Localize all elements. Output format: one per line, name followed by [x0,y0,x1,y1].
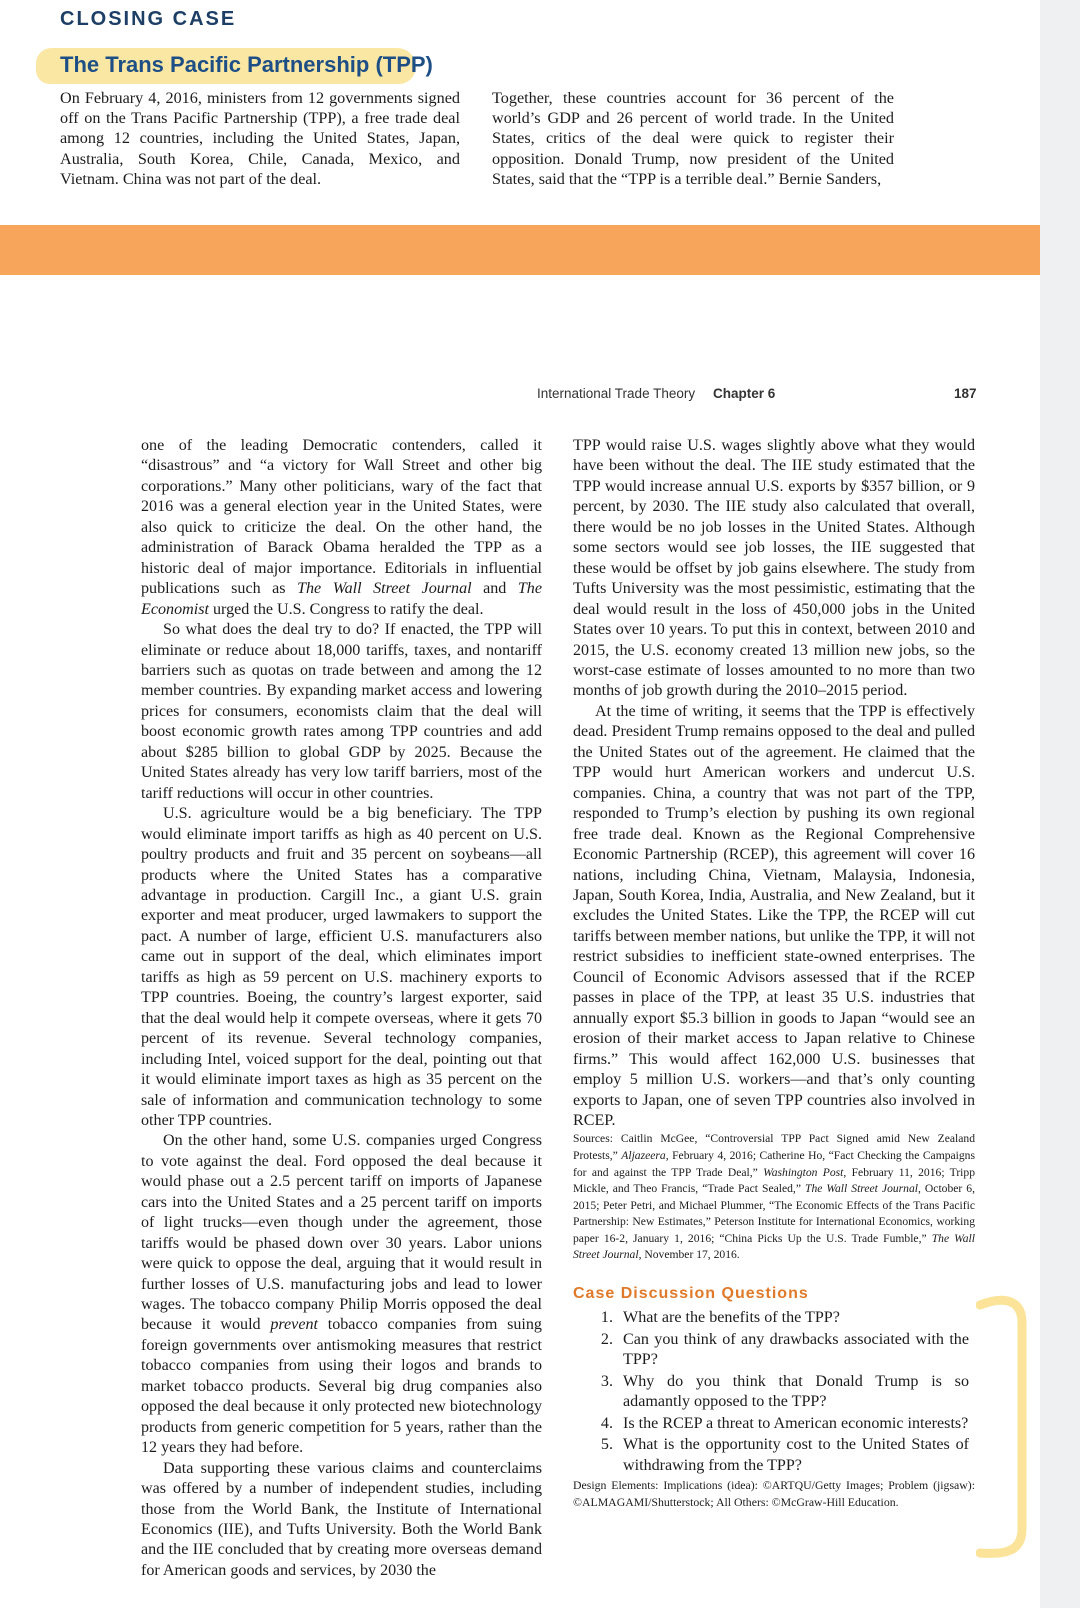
publication-title: The Wall Street Journal [297,580,472,598]
question-item: 3. Why do you think that Donald Trump is so adamantly opposed to the TPP? [600,1372,969,1411]
paragraph-5: Data supporting these various claims and counterclaims was offered by a number of independent studies, including those from the World Bank, the Institute of International Economics (IIE), and Tufts University. Both the World Bank and the IIE concluded that by creating more overseas demand for American goods and services, by 2030 the [141,1459,542,1579]
intro-right-paragraph: Together, these countries account for 36 percent of the world’s GDP and 26 percent of world trade. In the United States, critics of the deal were quick to register their opposition. Donald Trump, now president of the United States, said that the “TPP is a terrible deal.” Bernie Sanders, [492,89,894,188]
section-label: CLOSING CASE [60,8,237,30]
question-item: 2. Can you think of any drawbacks associated with the TPP? [600,1330,969,1369]
paragraph-3: U.S. agriculture would be a big beneficiary. The TPP would eliminate import tariffs as high as 40 percent on U.S. poultry products and fruit and 35 percent on soybeans—all products where the United States has a comparative advantage in production. Cargill Inc., a giant U.S. grain exporter and meat producer, urged lawmakers to support the pact. A number of large, efficient U.S. manufacturers also came out in support of the deal, which eliminates import tariffs as high as 59 percent on U.S. machinery exports to TPP countries. Boeing, the country’s largest exporter, said that the deal would help it compete overseas, where it gets 70 percent of its revenue. Several technology companies, including Intel, voiced support for the deal, pointing out that it would eliminate import taxes as high as 35 percent on the sale of information and communication technology to some other TPP countries. [141,805,542,1129]
paragraph-4: On the other hand, some U.S. companies urged Congress to vote against the deal. Ford opposed the deal because it would phase out a 2.5 percent tariff on imports of Japanese cars into the United States and a 25 percent tariff on imports of light trucks—even though under the agreement, those tariffs would be phased down over 30 years. Labor unions were quick to oppose the deal, arguing that it would result in further losses of U.S. manufacturing jobs and lead to lower wages. The tobacco company Philip Morris opposed the deal because it would prevent tobacco companies from suing foreign governments over antismoking measures that restrict tobacco companies from using their logos and brands to market tobacco products. Several big drug companies also opposed the deal because it only protected new biotechnology products from generic competition for 5 years, rather than the 12 years they had before. [141,1132,542,1457]
question-item: 5. What is the opportunity cost to the United States of withdrawing from the TPP? [600,1436,969,1474]
running-header-section: International Trade Theory [537,386,696,401]
design-credits: Design Elements: Implications (idea): ©ARTQU/Getty Images; Problem (jigsaw): ©ALMAGAMI/Shutterstock; All Others: ©McGraw-Hill Education. [573,1478,975,1509]
intro-left-paragraph: On February 4, 2016, ministers from 12 governments signed off on the Trans Pacific Partnership (TPP), a free trade deal among 12 countries, including the United States, Japan, Australia, South Korea, Chile, Canada, Mexico, and Vietnam. China was not part of the deal. [60,89,460,188]
paragraph-2: So what does the deal try to do? If enacted, the TPP will eliminate or reduce about 18,000 tariffs, taxes, and nontariff barriers such as quotas on trade between and among the 12 member countries. By expanding market access and lowering prices for consumers, economists claim that the deal will boost economic growth rates among TPP countries and add about $285 billion to global GDP by 2025. Because the United States already has very low tariff barriers, most of the tariff reductions will occur in other countries. [141,621,542,802]
emphasis: prevent [270,1316,318,1334]
page-margin-strip [1040,0,1080,1608]
sources-note: Sources: Caitlin McGee, “Controversial TPP Pact Signed amid New Zealand Protests,” Aljazeera, February 4, 2016; Catherine Ho, “Fact Checking the Campaigns for and against the TPP Trade Deal,” Washington Post, February 11, 2016; Tripp Mickle, and Theo Francis, “Trade Pact Sealed,” The Wall Street Journal, October 6, 2015; Peter Petri, and Michael Plummer, “The Economic Effects of the Trans Pacific Partnership: New Estimates,” Peterson Institute for International Economics, working paper 16-2, January 1, 2016; “China Picks Up the U.S. Trade Fumble,” The Wall Street Journal, November 17, 2016. [573,1132,975,1262]
running-header-chapter: Chapter 6 [713,386,776,401]
paragraph-1: one of the leading Democratic contenders, called it “disastrous” and “a victory for Wall Street and other big corporations.” Many other politicians, wary of the fact that 2016 was a general election year in the United States, were also quick to criticize the deal. On the other hand, the administration of Barack Obama heralded the TPP as a historic deal of major importance. Editorials in influential publications such as The Wall Street Journal and The Economist urged the U.S. Congress to ratify the deal. [141,437,542,618]
question-item: 1. What are the benefits of the TPP? [600,1309,840,1327]
discussion-questions-heading: Case Discussion Questions [573,1284,809,1302]
paragraph-6: TPP would raise U.S. wages slightly above what they would have been without the deal. The IIE study estimated that the TPP would increase annual U.S. exports by $357 billion, or 9 percent, by 2030. The IIE study also calculated that overall, there would be no job losses in the United States. Although some sectors would see job losses, the IIE suggested that these would be offset by job gains elsewhere. The study from Tufts University was the most pessimistic, estimating that the deal would result in the loss of 450,000 jobs in the United States over 10 years. To put this in context, between 2010 and 2015, the U.S. economy created 13 million new jobs, so the worst-case estimate of losses amounted to no more than two months of job growth during the 2010–2015 period. [573,437,975,700]
left-text-column [141,436,542,1581]
publication-title: The Economist [141,580,542,618]
page-number: 187 [954,386,977,401]
highlighter-bracket-mark [976,1293,1036,1563]
page-break-band [0,225,1040,275]
paragraph-7: At the time of writing, it seems that the TPP is effectively dead. President Trump remains opposed to the deal and pulled the United States out of the agreement. He claimed that the TPP would hurt American workers and undercut U.S. companies. China, a country that was not part of the TPP, responded to Trump’s election by pushing its own regional free trade deal. Known as the Regional Comprehensive Economic Partnership (RCEP), this agreement will cover 16 nations, including China, Vietnam, Malaysia, Indonesia, Japan, South Korea, India, Australia, and New Zealand, but it excludes the United States. Like the TPP, the RCEP will cut tariffs between member nations, but unlike the TPP, it will not restrict subsidies to inefficient state-owned enterprises. The Council of Economic Advisors assessed that if the RCEP passes in place of the TPP, at least 35 U.S. industries that annually export $5.3 billion in goods to Japan “would see an erosion of their market access to Japan relative to Chinese firms.” This would affect 162,000 U.S. businesses that employ 5 million U.S. workers—and that’s only counting exports to Japan, one of seven TPP countries also involved in RCEP. [573,702,975,1129]
right-text-column [573,436,975,1510]
case-title: The Trans Pacific Partnership (TPP) [60,52,433,77]
question-item: 4. Is the RCEP a threat to American economic interests? [600,1414,969,1432]
discussion-questions-list [573,1308,975,1476]
